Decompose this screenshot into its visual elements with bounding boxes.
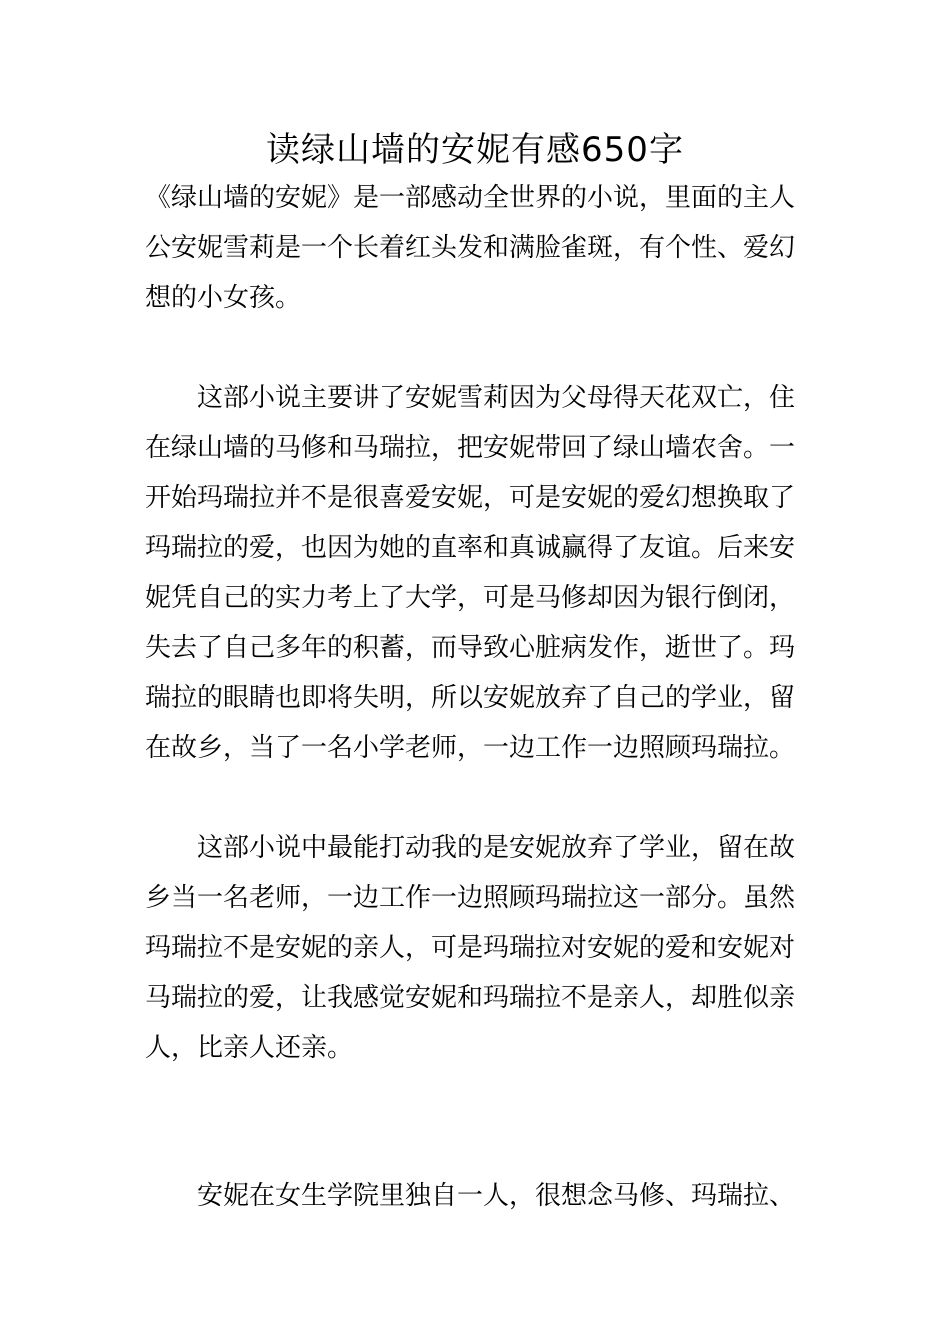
text-line: 开始玛瑞拉并不是很喜爱安妮，可是安妮的爱幻想换取了 <box>145 483 796 513</box>
text-line: 玛瑞拉的爱，也因为她的直率和真诚赢得了友谊。后来安 <box>145 533 796 563</box>
text-line: 马瑞拉的爱，让我感觉安妮和玛瑞拉不是亲人，却胜似亲 <box>145 983 796 1013</box>
text-line: 安妮在女生学院里独自一人，很想念马修、玛瑞拉、 <box>197 1181 796 1211</box>
text-line: 玛瑞拉不是安妮的亲人，可是玛瑞拉对安妮的爱和安妮对 <box>145 933 796 963</box>
text-line: 失去了自己多年的积蓄，而导致心脏病发作，逝世了。玛 <box>145 633 796 663</box>
text-line: 想的小女孩。 <box>145 283 302 313</box>
text-line: 乡当一名老师，一边工作一边照顾玛瑞拉这一部分。虽然 <box>145 883 796 913</box>
document-title: 读绿山墙的安妮有感650字 <box>266 130 684 170</box>
text-line: 在绿山墙的马修和马瑞拉，把安妮带回了绿山墙农舍。一 <box>145 433 796 463</box>
text-line: 这部小说主要讲了安妮雪莉因为父母得天花双亡，住 <box>197 383 796 413</box>
text-line: 瑞拉的眼睛也即将失明，所以安妮放弃了自己的学业，留 <box>145 683 796 713</box>
text-line: 《绿山墙的安妮》是一部感动全世界的小说，里面的主人 <box>145 183 796 213</box>
text-line: 妮凭自己的实力考上了大学，可是马修却因为银行倒闭， <box>145 583 796 613</box>
text-line: 公安妮雪莉是一个长着红头发和满脸雀斑，有个性、爱幻 <box>145 233 796 263</box>
text-line: 这部小说中最能打动我的是安妮放弃了学业，留在故 <box>197 833 796 863</box>
text-line: 人，比亲人还亲。 <box>145 1033 354 1063</box>
text-line: 在故乡，当了一名小学老师，一边工作一边照顾玛瑞拉。 <box>145 733 796 763</box>
